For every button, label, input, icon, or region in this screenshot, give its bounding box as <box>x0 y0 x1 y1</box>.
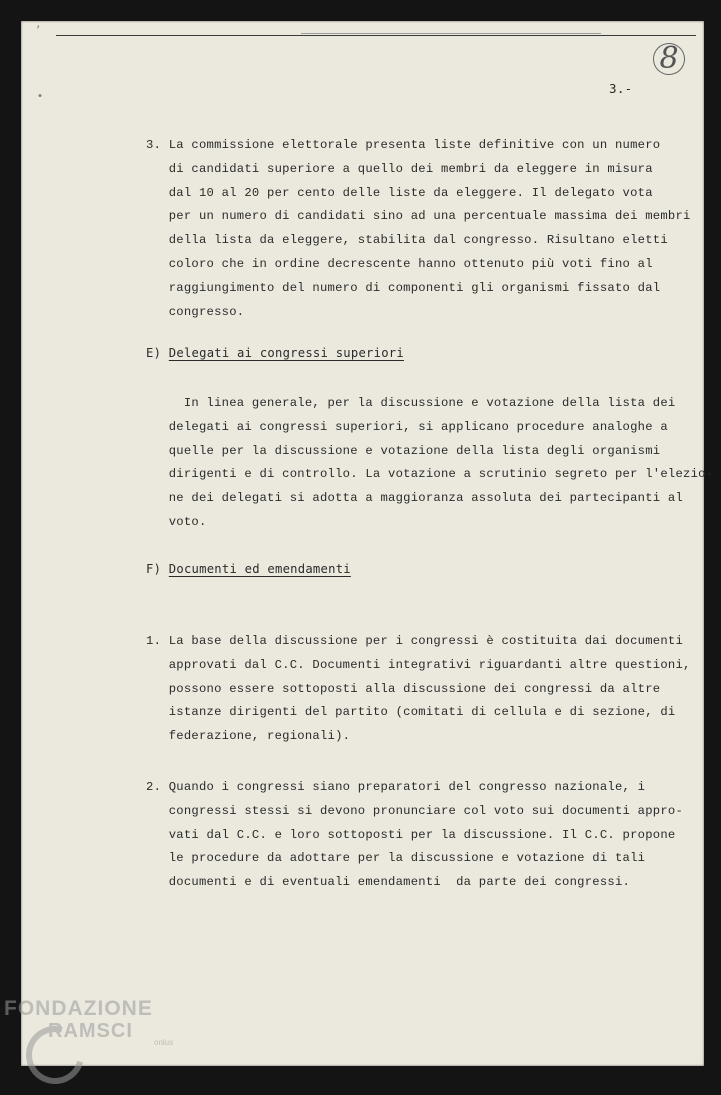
top-rule <box>56 35 696 36</box>
heading-e-prefix: E) <box>146 346 169 360</box>
heading-f-title: Documenti ed emendamenti <box>168 562 351 576</box>
item-f1: 1. La base della discussione per i congressi è costituita dai documenti approvati dal C.C. Documenti integrativi riguardanti altre questioni, possono essere sottoposti alla discussione dei congressi da altre istanze dirigenti del partito (comitati di cellula e di sezione, di federazione, regionali). <box>146 634 691 744</box>
heading-e-title: Delegati ai congressi superiori <box>168 346 404 360</box>
item-f2: 2. Quando i congressi siano preparatori del congresso nazionale, i congressi stessi si devono pronunciare col voto sui documenti appro- vati dal C.C. e loro sottoposti per la discussione. Il C.C. propone le procedure da adottare per la discussione e votazione di tali documenti e di eventuali emendamenti da parte dei congressi. <box>146 780 684 890</box>
margin-mark-icon: • <box>37 91 44 102</box>
heading-f <box>146 562 351 576</box>
page-number: 3.- <box>609 81 633 96</box>
watermark-logo <box>4 998 173 1047</box>
margin-mark-icon: ’ <box>35 25 42 36</box>
heading-f-prefix: F) <box>146 562 169 576</box>
document-page <box>21 21 714 1066</box>
watermark-line2: RAMSCI <box>48 1020 133 1042</box>
top-rule-faint <box>301 33 601 34</box>
watermark-line1: FONDAZIONE <box>4 997 153 1020</box>
folio-stamp: 8 <box>649 39 689 79</box>
heading-e <box>146 346 404 360</box>
paragraph-e: In linea generale, per la discussione e votazione della lista dei delegati ai congressi superiori, si applicano procedure analoghe a quelle per la discussione e votazione della lista degli organismi dirigenti e di controllo. La votazione a scrutinio segreto per l'elezio- ne dei delegati si adotta a maggioranza assoluta dei partecipanti al voto. <box>168 396 714 529</box>
watermark-line3: onlus <box>154 1038 174 1047</box>
section-3-paragraph: 3. La commissione elettorale presenta liste definitive con un numero di candidati superiore a quello dei membri da eleggere in misura dal 10 al 20 per cento delle liste da eleggere. Il delegato vota per un numero di candidati sino ad una percentuale massima dei membri della lista da eleggere, stabilita dal congresso. Risultano eletti coloro che in ordine decrescente hanno ottenuto più voti fino al raggiungimento del numero di componenti gli organismi fissato dal congresso. <box>146 138 691 319</box>
